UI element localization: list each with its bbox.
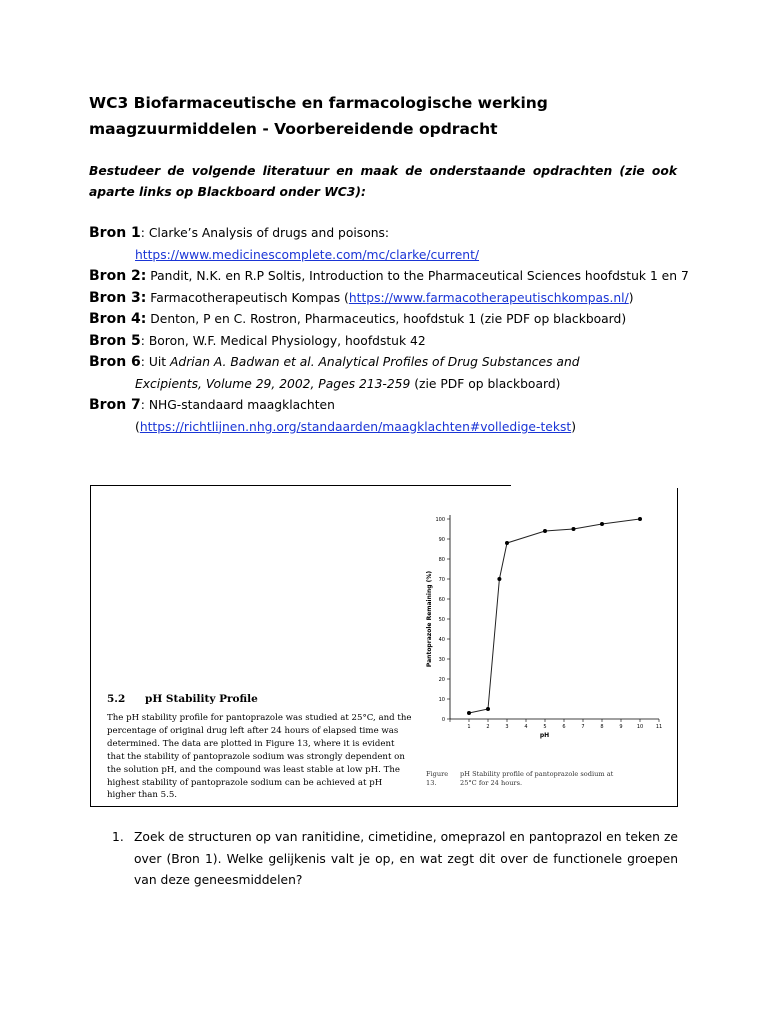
x-tick-label: 8 [600,724,604,730]
y-tick-label: 30 [438,657,445,663]
source-7-open-paren: ( [135,419,140,434]
x-tick-label: 9 [619,724,623,730]
source-7 [89,395,719,417]
x-tick-label: 10 [636,724,644,730]
source-7-close-paren: ) [571,419,576,434]
source-4 [89,309,719,331]
y-tick-label: 70 [438,577,445,583]
x-tick-label: 2 [486,724,490,730]
y-axis-label: Pantoprazole Remaining (%) [426,570,433,668]
source-4-label: Bron 4: [89,311,147,327]
source-5 [89,331,719,353]
section-number: 5.2 [107,693,126,705]
source-7-link-line [89,417,719,439]
source-2-text: Pandit, N.K. en R.P Soltis, Introduction to the Pharmaceutical Sciences hoofdstuk 1 en 7 [146,269,689,283]
source-2 [89,266,719,288]
source-1-link[interactable]: https://www.medicinescomplete.com/mc/clarke/current/ [135,247,480,262]
x-tick-label: 7 [581,724,585,730]
source-7-link[interactable]: https://richtlijnen.nhg.org/standaarden/maagklachten#volledige-tekst [139,419,572,434]
x-tick-label: 1 [467,724,471,730]
x-tick-label: 11 [655,724,663,730]
figure-caption-text: pH Stability profile of pantoprazole sodium at 25°C for 24 hours. [460,770,614,787]
source-6-citation-2: Excipients, Volume 29, 2002, Pages 213-259 [135,376,411,391]
data-point [638,517,642,521]
figure-border-gap [511,484,708,488]
data-point [467,711,471,715]
series-line [469,519,640,713]
data-point [572,527,576,531]
source-5-text: : Boron, W.F. Medical Physiology, hoofdstuk 42 [140,333,426,348]
figure-excerpt [90,485,678,807]
source-6-continuation [89,374,719,396]
ph-stability-chart [421,502,671,752]
y-axis-ticks [435,517,450,723]
intro-instruction: Bestudeer de volgende literatuur en maak de onderstaande opdrachten (zie ook aparte links op Blackboard onder WC3): [89,164,677,199]
y-tick-label: 90 [438,537,445,543]
chart-axes [450,515,659,719]
source-7-label: Bron 7 [89,397,141,413]
source-1-text: : Clarke’s Analysis of drugs and poisons: [140,226,390,240]
source-1 [89,223,719,245]
y-tick-label: 80 [438,557,445,563]
data-points [467,517,642,715]
source-1-link-line [89,245,719,267]
source-6 [89,352,719,374]
x-tick-label: 5 [543,724,547,730]
source-6-citation-1: Adrian A. Badwan et al. Analytical Profiles of Drug Substances and [169,355,580,369]
y-tick-label: 50 [438,617,445,623]
y-tick-label: 0 [441,717,445,723]
source-7-text: : NHG-standaard maagklachten [140,398,335,412]
data-point [543,529,547,533]
source-3-label: Bron 3: [89,289,147,306]
y-tick-label: 60 [438,597,445,603]
source-3-link[interactable]: https://www.farmacotherapeutischkompas.nl/ [348,290,629,305]
document-title: WC3 Biofarmaceutische en farmacologische werking maagzuurmiddelen - Voorbereidende opdracht [89,94,548,138]
y-tick-label: 100 [435,517,445,523]
source-3 [89,288,719,310]
y-tick-label: 10 [438,697,445,703]
x-tick-label: 3 [505,724,509,730]
y-tick-label: 20 [438,677,445,683]
source-3-text: Farmacotherapeutisch Kompas ( [146,290,349,305]
data-point [497,577,501,581]
figure-caption [426,770,620,788]
x-axis-ticks [450,719,662,730]
data-point [600,522,604,526]
source-6-note: (zie PDF op blackboard) [410,376,561,391]
source-6-label: Bron 6 [89,354,141,370]
data-point [505,541,509,545]
data-point [486,707,490,711]
source-2-label: Bron 2: [89,268,147,284]
section-text: The pH stability profile for pantoprazole was studied at 25°C, and the percentage of original drug left after 24 hours of elapsed time was determined. The data are plotted in Figure 13, where it is evident that the stability of pantoprazole sodium was strongly dependent on the solution pH, and the compound was least stable at low pH. The highest stability of pantoprazole sodium can be achieved at pH higher than 5.5. [107,713,412,801]
question-1 [112,827,678,892]
section-heading [107,693,258,705]
source-6-text: : Uit [140,355,170,369]
source-1-label: Bron 1 [89,225,141,241]
source-4-text: Denton, P en C. Rostron, Pharmaceutics, hoofdstuk 1 (zie PDF op blackboard) [146,312,627,326]
x-tick-label: 6 [562,724,566,730]
source-3-close: ) [628,290,634,305]
x-axis-label: pH [539,732,550,739]
section-title: pH Stability Profile [145,693,258,705]
x-tick-label: 4 [524,724,528,730]
figure-caption-label: Figure 13. [426,770,449,787]
y-tick-label: 40 [438,637,445,643]
question-text: Zoek de structuren op van ranitidine, cimetidine, omeprazol en pantoprazol en teken ze over (Bron 1). Welke gelijkenis valt je op, en wat zegt dit over de functionele groepen van deze geneesmiddelen? [134,830,678,887]
source-list [89,223,719,438]
source-5-label: Bron 5 [89,332,141,349]
question-number: 1. [112,830,124,844]
